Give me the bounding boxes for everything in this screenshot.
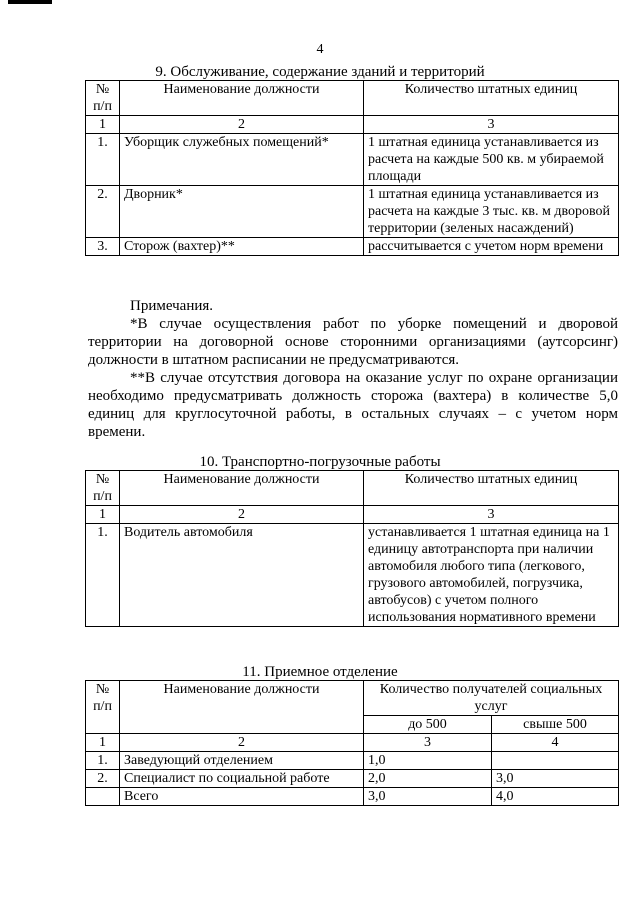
- section-10-table: [85, 470, 619, 627]
- scan-corner-mark: [8, 0, 52, 4]
- row-name: Всего: [120, 788, 364, 806]
- row-qty: 1 штатная единица устанавливается из расчета на каждые 500 кв. м убираемой площади: [364, 134, 619, 186]
- table-index-row: [86, 116, 619, 134]
- table-row: [86, 770, 619, 788]
- section-11-title: 11. Приемное отделение: [242, 664, 398, 680]
- row-num: 3.: [86, 238, 120, 256]
- header-qty: Количество штатных единиц: [364, 81, 619, 116]
- row-value-a: 2,0: [364, 770, 492, 788]
- page-number: 4: [316, 42, 324, 57]
- notes-heading: Примечания.: [130, 298, 214, 314]
- table-header-row: [86, 471, 619, 506]
- header-col-a: до 500: [364, 716, 492, 734]
- row-num: 2.: [86, 186, 120, 238]
- table-index-row: [86, 734, 619, 752]
- index-cell: 1: [86, 116, 120, 134]
- row-name: Водитель автомобиля: [120, 524, 364, 627]
- row-value-b: 3,0: [492, 770, 619, 788]
- table-row: [86, 788, 619, 806]
- table-row: [86, 524, 619, 627]
- table-row: [86, 134, 619, 186]
- table-header-row: [86, 81, 619, 116]
- row-qty: рассчитывается с учетом норм времени: [364, 238, 619, 256]
- row-num: 1.: [86, 752, 120, 770]
- notes-block: [88, 297, 618, 441]
- header-qty: Количество получателей социальных услуг: [364, 681, 619, 716]
- row-num: 1.: [86, 134, 120, 186]
- header-name: Наименование должности: [120, 681, 364, 734]
- table-index-row: [86, 506, 619, 524]
- table-row: [86, 238, 619, 256]
- index-cell: 1: [86, 506, 120, 524]
- note-2: **В случае отсутствия договора на оказание услуг по охране организации необходимо предусматривать должность сторожа (вахтера) в количестве 5,0 единиц для круглосуточной работы, в остальных случаях – с учетом норм времени.: [88, 370, 618, 440]
- header-num: № п/п: [86, 681, 120, 734]
- header-num: № п/п: [86, 471, 120, 506]
- row-name: Дворник*: [120, 186, 364, 238]
- index-cell: 4: [492, 734, 619, 752]
- row-num: 2.: [86, 770, 120, 788]
- row-value-a: 1,0: [364, 752, 492, 770]
- header-name: Наименование должности: [120, 81, 364, 116]
- row-qty: 1 штатная единица устанавливается из расчета на каждые 3 тыс. кв. м дворовой территории (зеленых насаждений): [364, 186, 619, 238]
- row-qty: устанавливается 1 штатная единица на 1 единицу автотранспорта при наличии автомобиля любого типа (легкового, грузового автомобилей, погрузчика, автобусов) с учетом полного использования нормативного времени: [364, 524, 619, 627]
- section-10-title: 10. Транспортно-погрузочные работы: [199, 454, 441, 470]
- section-9-title: 9. Обслуживание, содержание зданий и территорий: [155, 64, 485, 80]
- table-row: [86, 186, 619, 238]
- row-name: Сторож (вахтер)**: [120, 238, 364, 256]
- row-name: Уборщик служебных помещений*: [120, 134, 364, 186]
- header-num: № п/п: [86, 81, 120, 116]
- index-cell: 3: [364, 116, 619, 134]
- index-cell: 1: [86, 734, 120, 752]
- header-qty: Количество штатных единиц: [364, 471, 619, 506]
- index-cell: 2: [120, 116, 364, 134]
- table-row: [86, 752, 619, 770]
- index-cell: 3: [364, 506, 619, 524]
- header-name: Наименование должности: [120, 471, 364, 506]
- row-value-b: 4,0: [492, 788, 619, 806]
- index-cell: 2: [120, 734, 364, 752]
- index-cell: 2: [120, 506, 364, 524]
- header-col-b: свыше 500: [492, 716, 619, 734]
- row-num: [86, 788, 120, 806]
- row-name: Специалист по социальной работе: [120, 770, 364, 788]
- row-name: Заведующий отделением: [120, 752, 364, 770]
- row-value-a: 3,0: [364, 788, 492, 806]
- index-cell: 3: [364, 734, 492, 752]
- row-num: 1.: [86, 524, 120, 627]
- section-9-table: [85, 80, 619, 256]
- note-1: *В случае осуществления работ по уборке помещений и дворовой территории на договорной основе сторонними организациями (аутсорсинг) должности в штатном расписании не предусматриваются.: [88, 316, 618, 368]
- table-header-row: [86, 681, 619, 716]
- section-11-table: [85, 680, 619, 806]
- row-value-b: [492, 752, 619, 770]
